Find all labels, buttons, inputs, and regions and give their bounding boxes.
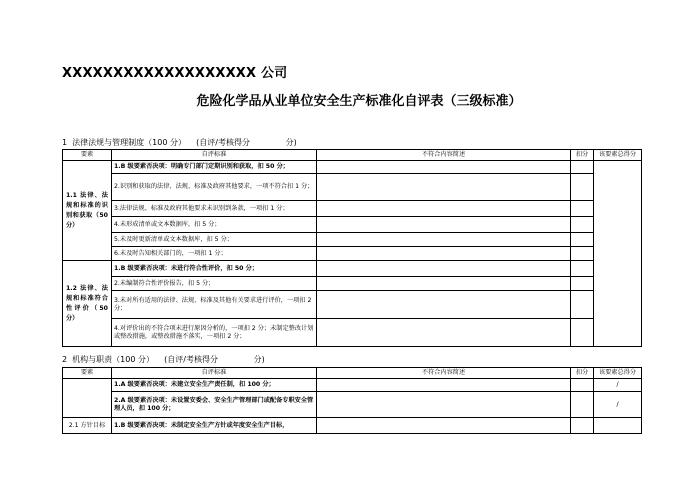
header-element: 要素 [63, 150, 112, 161]
company-name: XXXXXXXXXXXXXXXXXXX 公司 [62, 66, 288, 81]
element-cell: 1.1 法律、法规和标准的识别和获取（50 分） [63, 161, 112, 261]
section-2-heading: 2 机构与职责（100 分） (自评/考核得分 分) [62, 355, 265, 364]
table-row [63, 217, 642, 233]
header-element: 要素 [63, 368, 112, 379]
table-row [63, 277, 642, 291]
header-criteria: 自评标准 [112, 368, 317, 379]
table-row [63, 392, 642, 418]
nonconformity-cell[interactable] [317, 161, 571, 174]
criteria-cell: 1.A 级要素否决项：未建立安全生产责任制，扣 100 分； [112, 379, 317, 392]
header-nonconformity: 不符合内容简述 [317, 368, 571, 379]
nonconformity-cell[interactable] [317, 233, 571, 247]
table-row [63, 261, 642, 277]
total-score-cell[interactable] [594, 418, 642, 434]
nonconformity-cell[interactable] [317, 319, 571, 347]
criteria-cell: 1.B 级要素否决项：未制定安全生产方针或年度安全生产目标， [112, 418, 317, 434]
nonconformity-cell[interactable] [317, 291, 571, 319]
deduction-cell[interactable] [571, 174, 594, 201]
deduction-cell[interactable] [571, 379, 594, 392]
deduction-cell[interactable] [571, 418, 594, 434]
nonconformity-cell[interactable] [317, 247, 571, 261]
document-title: 危险化学品从业单位安全生产标准化自评表（三级标准） [196, 94, 522, 109]
deduction-cell[interactable] [571, 161, 594, 174]
section-1-table [62, 149, 642, 347]
table-row [63, 161, 642, 174]
section-1-heading: 1 法律法规与管理制度（100 分） (自评/考核得分 分) [62, 138, 297, 147]
criteria-cell: 3.未对所有适用的法律、法规、标准及其他有关要求进行评价，一项扣 2 分； [112, 291, 317, 319]
deduction-cell[interactable] [571, 261, 594, 277]
deduction-cell[interactable] [571, 217, 594, 233]
table-row [63, 247, 642, 261]
table-row [63, 201, 642, 217]
nonconformity-cell[interactable] [317, 392, 571, 418]
table-row [63, 174, 642, 201]
criteria-cell: 1.B 级要素否决项：未进行符合性评价，扣 50 分； [112, 261, 317, 277]
criteria-cell: 6.未及时告知相关部门的，一项扣 1 分； [112, 247, 317, 261]
nonconformity-cell[interactable] [317, 277, 571, 291]
criteria-cell: 2.识别和获取的法律、法规、标准及政府其他要求，一项不符合扣 1 分； [112, 174, 317, 201]
table-header-row [63, 150, 642, 161]
element-cell [63, 379, 112, 418]
element-cell: 2.1 方针目标 [63, 418, 112, 434]
criteria-cell: 1.B 级要素否决项：明确专门部门定期识别和获取，扣 50 分； [112, 161, 317, 174]
table-row [63, 319, 642, 347]
total-score-cell[interactable]: / [594, 392, 642, 418]
deduction-cell[interactable] [571, 247, 594, 261]
nonconformity-cell[interactable] [317, 201, 571, 217]
criteria-cell: 5.未及时更新清单或文本数据库，扣 5 分； [112, 233, 317, 247]
criteria-cell: 4.对评价出的不符合项未进行原因分析的，一项扣 2 分；未制定整改计划或整改措施，或整改措施不落实，一项扣 2 分； [112, 319, 317, 347]
nonconformity-cell[interactable] [317, 174, 571, 201]
deduction-cell[interactable] [571, 233, 594, 247]
criteria-cell: 2.A 级要素否决项：未设置安委会、安全生产管理部门或配备专职安全管理人员，扣 100 分； [112, 392, 317, 418]
total-score-cell[interactable]: / [594, 379, 642, 392]
table-row [63, 418, 642, 434]
nonconformity-cell[interactable] [317, 217, 571, 233]
deduction-cell[interactable] [571, 392, 594, 418]
criteria-cell: 3.法律法规、标准及政府其他要求未识别到条款，一项扣 1 分； [112, 201, 317, 217]
table-row [63, 379, 642, 392]
header-criteria: 自评标准 [112, 150, 317, 161]
deduction-cell[interactable] [571, 319, 594, 347]
table-header-row [63, 368, 642, 379]
criteria-cell: 2.未编制符合性评价报告，扣 5 分； [112, 277, 317, 291]
header-total-score: 该要素总得分 [594, 368, 642, 379]
table-row [63, 291, 642, 319]
header-deduction: 扣分 [571, 150, 594, 161]
nonconformity-cell[interactable] [317, 379, 571, 392]
deduction-cell[interactable] [571, 201, 594, 217]
nonconformity-cell[interactable] [317, 418, 571, 434]
deduction-cell[interactable] [571, 277, 594, 291]
table-row [63, 233, 642, 247]
header-deduction: 扣分 [571, 368, 594, 379]
nonconformity-cell[interactable] [317, 261, 571, 277]
criteria-cell: 4.未形成清单或文本数据库，扣 5 分； [112, 217, 317, 233]
deduction-cell[interactable] [571, 291, 594, 319]
header-nonconformity: 不符合内容简述 [317, 150, 571, 161]
header-total-score: 该要素总得分 [594, 150, 642, 161]
element-cell: 1.2 法律、法规和标准符合性评价（50 分） [63, 261, 112, 347]
total-score-cell[interactable] [594, 161, 642, 347]
section-2-table [62, 367, 642, 434]
